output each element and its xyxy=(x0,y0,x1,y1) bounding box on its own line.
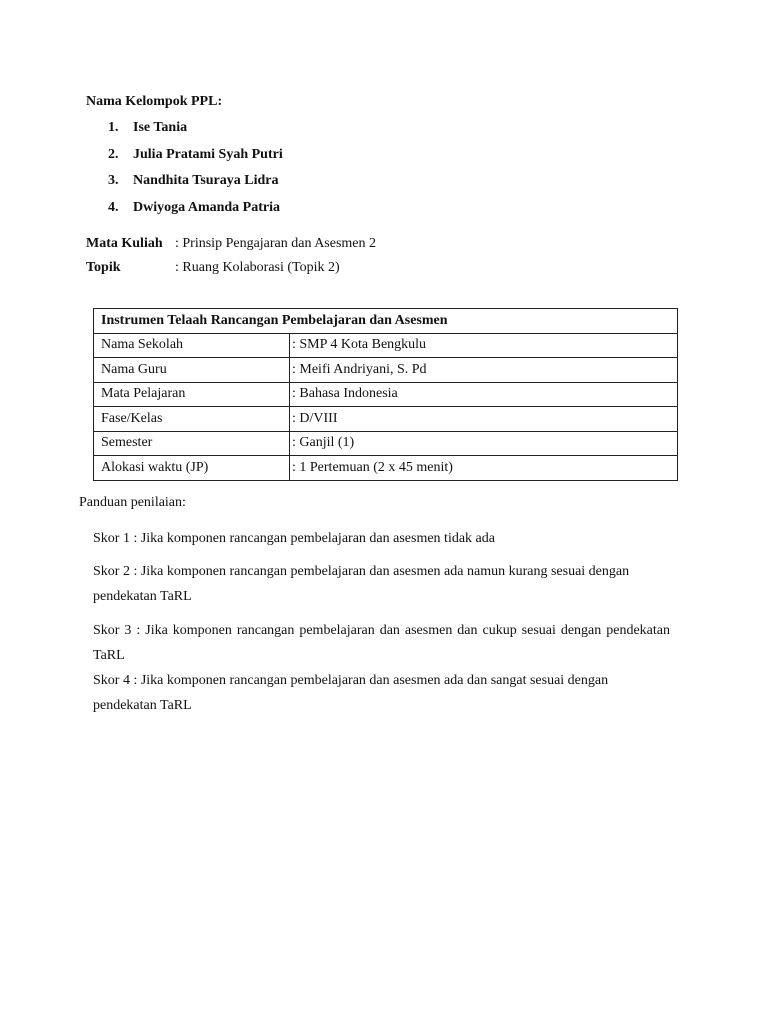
table-title: Instrumen Telaah Rancangan Pembelajaran dan Asesmen xyxy=(94,309,678,334)
table-header-row xyxy=(94,309,678,334)
member-number: 1. xyxy=(108,120,119,135)
topic-key: Topik xyxy=(86,260,121,275)
member-number: 2. xyxy=(108,147,119,162)
member-item-3 xyxy=(108,173,279,189)
topic-row xyxy=(86,260,340,276)
member-item-4 xyxy=(108,200,280,216)
member-number: 4. xyxy=(108,200,119,215)
table-row xyxy=(94,407,678,432)
row-label: Semester xyxy=(94,431,290,456)
score-1: Skor 1 : Jika komponen rancangan pembelajaran dan asesmen tidak ada xyxy=(93,531,495,546)
course-key: Mata Kuliah xyxy=(86,236,163,251)
instrument-table xyxy=(93,308,678,481)
row-value: : SMP 4 Kota Bengkulu xyxy=(290,333,678,358)
row-label: Nama Sekolah xyxy=(94,333,290,358)
member-name: Nandhita Tsuraya Lidra xyxy=(133,173,279,188)
row-label: Fase/Kelas xyxy=(94,407,290,432)
member-item-2 xyxy=(108,147,283,163)
course-value: : Prinsip Pengajaran dan Asesmen 2 xyxy=(175,236,377,251)
row-label: Nama Guru xyxy=(94,358,290,383)
row-label: Alokasi waktu (JP) xyxy=(94,456,290,481)
course-row xyxy=(86,236,376,252)
table-row xyxy=(94,358,678,383)
member-name: Dwiyoga Amanda Patria xyxy=(133,200,280,215)
row-label: Mata Pelajaran xyxy=(94,382,290,407)
score-3: Skor 3 : Jika komponen rancangan pembelajaran dan asesmen dan cukup sesuai dengan pendekatan TaRL xyxy=(93,623,670,663)
table-row xyxy=(94,431,678,456)
row-value: : Bahasa Indonesia xyxy=(290,382,678,407)
guide-heading: Panduan penilaian: xyxy=(79,495,186,510)
topic-value: : Ruang Kolaborasi (Topik 2) xyxy=(175,260,340,275)
table-row xyxy=(94,333,678,358)
member-number: 3. xyxy=(108,173,119,188)
table-row xyxy=(94,382,678,407)
score-4: Skor 4 : Jika komponen rancangan pembelajaran dan asesmen ada dan sangat sesuai dengan pendekatan TaRL xyxy=(93,673,609,713)
member-name: Julia Pratami Syah Putri xyxy=(133,147,283,162)
group-heading: Nama Kelompok PPL: xyxy=(86,94,223,109)
score-2: Skor 2 : Jika komponen rancangan pembelajaran dan asesmen ada namun kurang sesuai dengan pendekatan TaRL xyxy=(93,564,630,604)
row-value: : Meifi Andriyani, S. Pd xyxy=(290,358,678,383)
row-value: : D/VIII xyxy=(290,407,678,432)
row-value: : Ganjil (1) xyxy=(290,431,678,456)
member-name: Ise Tania xyxy=(133,120,188,135)
member-item-1 xyxy=(108,120,187,136)
row-value: : 1 Pertemuan (2 x 45 menit) xyxy=(290,456,678,481)
table-row xyxy=(94,456,678,481)
